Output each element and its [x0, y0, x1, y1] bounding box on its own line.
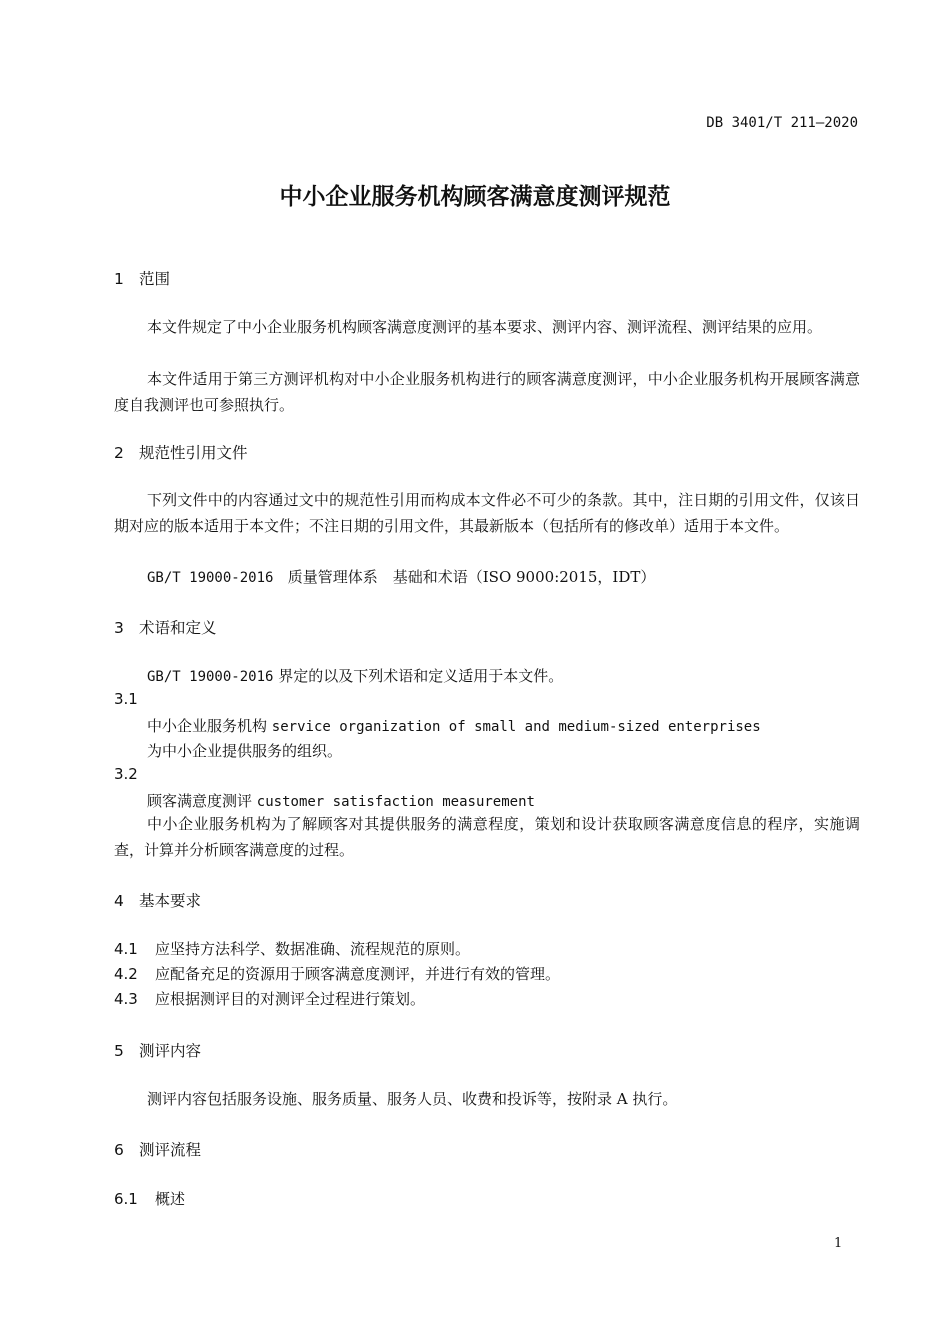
term-definition: 为中小企业提供服务的组织。	[147, 742, 343, 760]
section-title: 规范性引用文件	[139, 444, 248, 462]
section-number: 2	[114, 444, 124, 462]
requirement-item	[114, 963, 560, 984]
section-heading-3	[114, 616, 217, 638]
term-name	[147, 715, 761, 736]
terms-intro-code: GB/T 19000-2016	[147, 669, 274, 685]
standard-number: DB 3401/T 211—2020	[706, 115, 858, 131]
section-number: 4	[114, 892, 124, 910]
requirement-number: 4.2	[114, 965, 138, 983]
terms-intro-text: 界定的以及下列术语和定义适用于本文件。	[273, 667, 564, 685]
normative-paragraph: 下列文件中的内容通过文中的规范性引用而构成本文件必不可少的条款。其中，注日期的引用文件，仅该日期对应的版本适用于本文件；不注日期的引用文件，其最新版本（包括所有的修改单）适用于本文件。	[114, 491, 860, 535]
requirement-text: 应配备充足的资源用于顾客满意度测评，并进行有效的管理。	[155, 965, 561, 983]
scope-paragraph-2: 本文件适用于第三方测评机构对中小企业服务机构进行的顾客满意度测评，中小企业服务机构开展顾客满意度自我测评也可参照执行。	[114, 370, 860, 414]
section-heading-4	[114, 889, 201, 911]
section-title: 测评内容	[139, 1042, 202, 1060]
page-number: 1	[834, 1236, 843, 1251]
normative-reference	[147, 566, 655, 587]
reference-code: GB/T 19000-2016	[147, 570, 274, 586]
content-paragraph: 测评内容包括服务设施、服务质量、服务人员、收费和投诉等，按附录 A 执行。	[147, 1090, 678, 1108]
term-name-en: customer satisfaction measurement	[256, 794, 535, 810]
section-title: 术语和定义	[139, 619, 217, 637]
reference-title: 质量管理体系 基础和术语（ISO 9000:2015，IDT）	[287, 568, 656, 586]
requirement-item	[114, 988, 425, 1009]
section-heading-2	[114, 441, 248, 463]
term-name-zh: 顾客满意度测评	[147, 792, 253, 810]
subsection-heading-6-1	[114, 1188, 185, 1209]
section-number: 1	[114, 270, 124, 288]
subsection-number: 6.1	[114, 1190, 138, 1208]
term-number: 3.1	[114, 690, 138, 708]
requirement-text: 应根据测评目的对测评全过程进行策划。	[155, 990, 426, 1008]
scope-paragraph-1: 本文件规定了中小企业服务机构顾客满意度测评的基本要求、测评内容、测评流程、测评结果的应用。	[147, 318, 823, 336]
document-title: 中小企业服务机构顾客满意度测评规范	[279, 184, 671, 210]
section-number: 3	[114, 619, 124, 637]
section-heading-1	[114, 267, 170, 289]
section-number: 5	[114, 1042, 124, 1060]
section-number: 6	[114, 1141, 124, 1159]
term-name-zh: 中小企业服务机构	[147, 717, 268, 735]
terms-intro	[147, 665, 563, 686]
requirement-number: 4.1	[114, 940, 138, 958]
section-title: 测评流程	[139, 1141, 202, 1159]
requirement-item	[114, 938, 470, 959]
subsection-title: 概述	[155, 1190, 186, 1208]
section-heading-6	[114, 1138, 201, 1160]
requirement-text: 应坚持方法科学、数据准确、流程规范的原则。	[155, 940, 471, 958]
term-definition: 中小企业服务机构为了解顾客对其提供服务的满意程度，策划和设计获取顾客满意度信息的程序，实施调查，计算并分析顾客满意度的过程。	[114, 815, 860, 859]
section-title: 范围	[139, 270, 171, 288]
section-title: 基本要求	[139, 892, 202, 910]
term-name	[147, 790, 535, 811]
term-name-en: service organization of small and medium-sized enterprises	[271, 719, 761, 735]
term-number: 3.2	[114, 765, 138, 783]
section-heading-5	[114, 1039, 201, 1061]
requirement-number: 4.3	[114, 990, 138, 1008]
